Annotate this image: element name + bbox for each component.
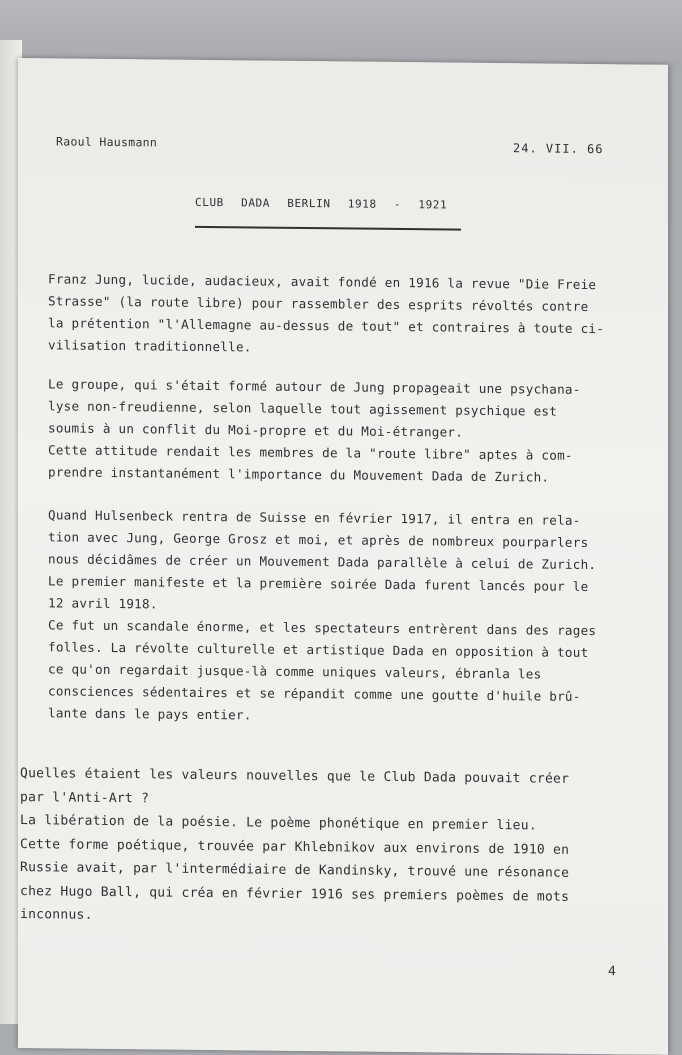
page-number: 4 <box>608 964 617 980</box>
text-line: Strasse" (la route libre) pour rassembler des esprits révoltés contre <box>48 293 589 314</box>
text-line: inconnus. <box>20 907 93 923</box>
text-line: Quelles étaient les valeurs nouvelles que le Club Dada pouvait créer <box>20 766 570 787</box>
text-line: consciences sédentaires et se répandit comme une goutte d'huile brû- <box>48 683 581 704</box>
text-line: par l'Anti-Art ? <box>20 789 150 806</box>
text-line: la prétention "l'Allemagne au-dessus de tout" et contraires à toute ci- <box>48 315 605 337</box>
text-line: La libération de la poésie. Le poème phonétique en premier lieu. <box>20 813 537 834</box>
text-line: ce qu'on regardait jusque-là comme uniques valeurs, ébranla les <box>48 661 542 682</box>
text-line: chez Hugo Ball, qui créa en février 1916 ses premiers poèmes de mots <box>20 883 570 905</box>
text-line: lante dans le pays entier. <box>48 705 252 723</box>
paragraph-1 <box>48 268 604 362</box>
text-line: 12 avril 1918. <box>48 595 158 612</box>
text-line: Cette attitude rendait les membres de la "route libre" aptes à com- <box>48 442 573 463</box>
text-line: Quand Hulsenbeck rentra de Suisse en février 1917, il entra en rela- <box>48 507 581 528</box>
text-line: lyse non-freudienne, selon laquelle tout agissement psychique est <box>48 398 558 419</box>
document-date: 24. VII. 66 <box>513 141 604 157</box>
text-line: Cette forme poétique, trouvée par Khlebnikov aux environs de 1910 en <box>20 836 570 858</box>
text-line: tion avec Jung, George Grosz et moi, et après de nombreux pourparlers <box>48 529 589 550</box>
text-line: vilisation traditionnelle. <box>48 337 252 355</box>
document-title: CLUB DADA BERLIN 1918 - 1921 <box>195 195 448 212</box>
paragraph-2 <box>48 373 581 489</box>
document-page <box>18 58 668 1055</box>
paragraph-4 <box>20 762 569 932</box>
text-line: Le premier manifeste et la première soirée Dada furent lancés pour le <box>48 573 589 594</box>
text-line: folles. La révolte culturelle et artistique Dada en opposition à tout <box>48 639 589 660</box>
text-line: nous décidâmes de créer un Mouvement Dada parallèle à celui de Zurich. <box>48 551 597 573</box>
text-line: Franz Jung, lucide, audacieux, avait fondé en 1916 la revue "Die Freie <box>48 271 597 293</box>
title-underline <box>195 226 461 231</box>
paragraph-3 <box>48 504 596 730</box>
text-line: soumis à un conflit du Moi-propre et du Moi-étranger. <box>48 420 464 440</box>
text-line: prendre instantanément l'importance du Mouvement Dada de Zurich. <box>48 464 550 485</box>
text-line: Le groupe, qui s'était formé autour de Jung propageait une psychana- <box>48 376 581 397</box>
text-line: Ce fut un scandale énorme, et les spectateurs entrèrent dans des rages <box>48 617 597 639</box>
author-name: Raoul Hausmann <box>56 134 158 150</box>
text-line: Russie avait, par l'intermédiaire de Kandinsky, trouvé une résonance <box>20 860 570 881</box>
